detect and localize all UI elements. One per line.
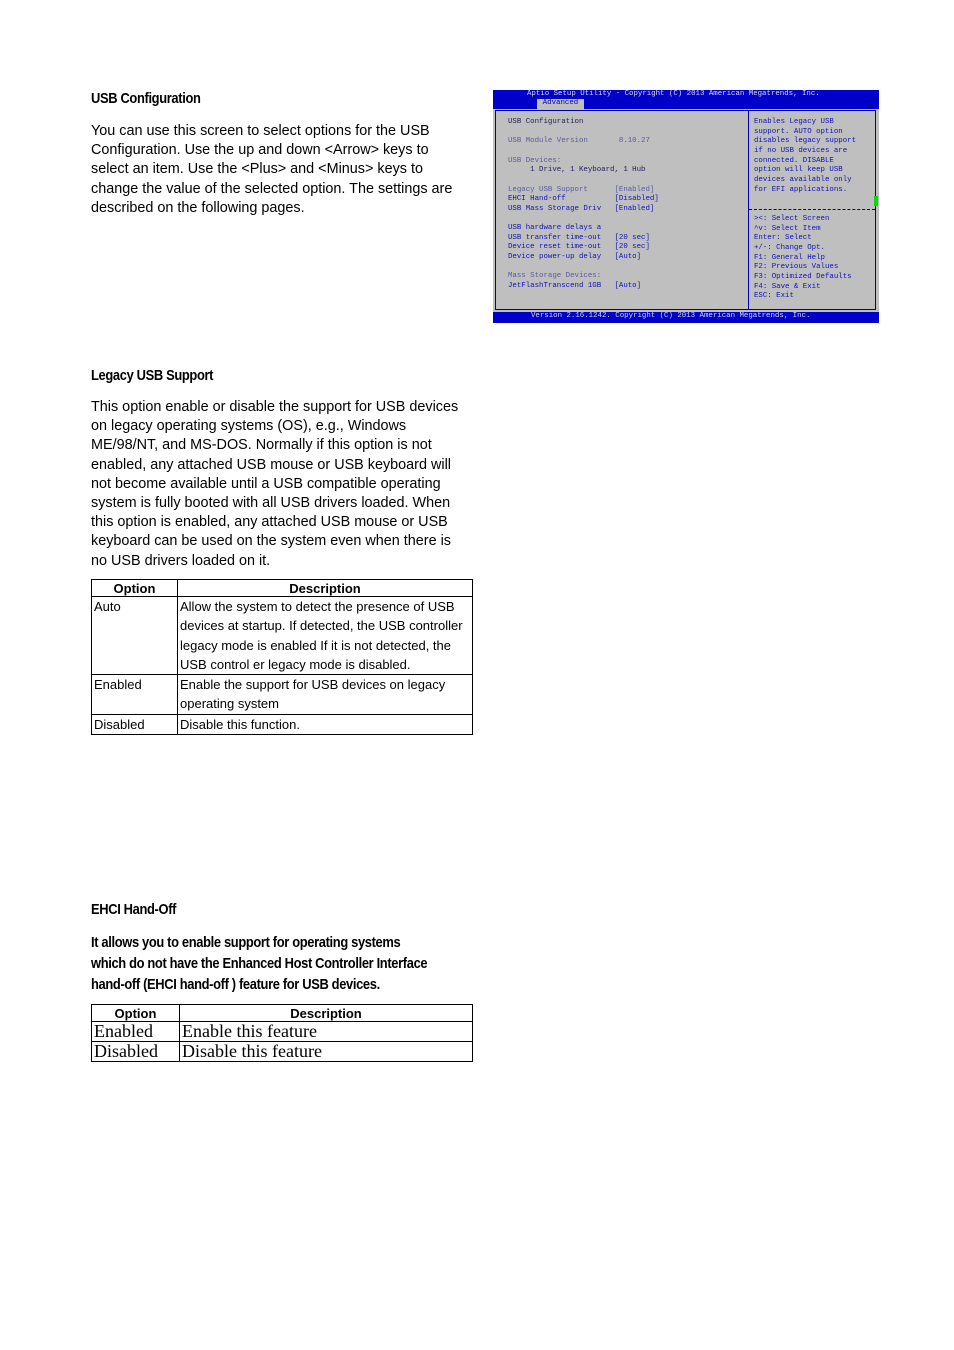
description-cell: Disable this function. — [178, 714, 473, 734]
bios-help-line: connected. DISABLE — [754, 156, 834, 165]
bios-key-line: Enter: Select — [754, 234, 812, 243]
bios-setting-line: JetFlashTranscend 1GB [Auto] — [508, 282, 642, 291]
bios-setting-line: Mass Storage Devices: — [508, 272, 602, 281]
bios-key-line: ><: Select Screen — [754, 215, 830, 223]
description-cell: Allow the system to detect the presence of USB devices at startup. If detected, the USB controller legacy mode is enabled If it is not detected, the USB control er legacy mode is disabled. — [178, 597, 473, 675]
bios-screenshot — [493, 90, 879, 323]
bios-help-line: disables legacy support — [754, 137, 857, 146]
bios-setting-line: USB transfer time-out [20 sec] — [508, 233, 650, 242]
table-header-description: Description — [178, 580, 473, 597]
description-cell: Disable this feature — [180, 1042, 473, 1062]
table-row — [92, 597, 473, 675]
bios-setting-line: USB Configuration — [508, 118, 584, 126]
usb-configuration-description: You can use this screen to select options for the USB Configuration. Use the up and down <Arrow> keys to select an item. Use the <Plus> and <Minus> keys to change the value of the selected option. The settings are described on the following pages. — [91, 123, 453, 216]
table-row — [92, 1042, 473, 1062]
bios-setting-line: USB hardware delays a — [508, 224, 602, 233]
description-cell: Enable this feature — [180, 1022, 473, 1042]
section-title-usb-configuration: USB Configuration — [91, 90, 201, 107]
bios-key-line: +/-: Change Opt. — [754, 243, 825, 252]
bios-scroll-marker — [874, 196, 878, 206]
bios-setting-line: USB Devices: — [508, 156, 562, 165]
bios-setting-line: Device reset time-out [20 sec] — [508, 243, 650, 252]
bios-help-line: if no USB devices are — [754, 146, 848, 155]
ehci-description: It allows you to enable support for operating systems which do not have the Enhanced Host Controller Interface hand-off (EHCI hand-off ) feature for USB devices. — [91, 934, 428, 993]
bios-divider — [748, 110, 749, 310]
table-header-row — [92, 580, 473, 597]
legacy-usb-options-table — [91, 579, 473, 735]
bios-setting-line: USB Mass Storage Driv [Enabled] — [508, 204, 655, 213]
bios-setting-line: USB Module Version 8.10.27 — [508, 137, 650, 146]
option-cell: Auto — [92, 597, 178, 675]
table-header-option: Option — [92, 580, 178, 597]
bios-version: Version 2.16.1242. Copyright (C) 2013 American Megatrends, Inc. — [531, 312, 811, 320]
legacy-usb-description: This option enable or disable the support for USB devices on legacy operating systems (OS), e.g., Windows ME/98/NT, and MS-DOS. Normally if this option is not enabled, any attached USB mouse or USB keyboard will not become available until a USB compatible operating system is fully booted with all USB drivers loaded. When this option is enabled, any attached USB mouse or USB keyboard can be used on the system even when there is no USB drivers loaded on it. — [91, 399, 459, 569]
bios-setting-line: EHCI Hand-off [Disabled] — [508, 195, 659, 204]
option-cell: Enabled — [92, 675, 178, 715]
bios-key-line: F1: General Help — [754, 253, 825, 262]
option-cell: Disabled — [92, 714, 178, 734]
bios-tab-advanced: Advanced — [537, 99, 584, 109]
bios-key-line: ^v: Select Item — [754, 224, 821, 233]
ehci-options-table — [91, 1004, 473, 1062]
bios-setting-line: Legacy USB Support [Enabled] — [508, 185, 655, 194]
bios-key-line: F3: Optimized Defaults — [754, 272, 852, 281]
bios-help-line: support. AUTO option — [754, 127, 843, 136]
table-row — [92, 675, 473, 715]
bios-title: Aptio Setup Utility - Copyright (C) 2013 American Megatrends, Inc. — [527, 90, 820, 98]
table-row — [92, 714, 473, 734]
bios-version-bar — [493, 312, 879, 323]
bios-key-line: F4: Save & Exit — [754, 282, 821, 291]
table-header-row — [92, 1005, 473, 1022]
option-cell: Disabled — [92, 1042, 180, 1062]
bios-help-line: option will keep USB — [754, 166, 843, 175]
bios-help-line: devices available only — [754, 175, 852, 184]
table-header-description: Description — [180, 1005, 473, 1022]
option-cell: Enabled — [92, 1022, 180, 1042]
section-title-ehci-hand-off: EHCI Hand-Off — [91, 901, 177, 918]
bios-help-line: Enables Legacy USB — [754, 118, 834, 126]
section-title-legacy-usb-support: Legacy USB Support — [91, 367, 214, 384]
table-header-option: Option — [92, 1005, 180, 1022]
bios-key-line: F2: Previous Values — [754, 263, 839, 272]
table-row — [92, 1022, 473, 1042]
bios-setting-line: Device power-up delay [Auto] — [508, 253, 642, 262]
bios-key-line: ESC: Exit — [754, 292, 794, 301]
bios-setting-line: 1 Drive, 1 Keyboard, 1 Hub — [508, 166, 646, 175]
bios-help-separator — [749, 209, 875, 210]
bios-help-line: for EFI applications. — [754, 185, 848, 194]
description-cell: Enable the support for USB devices on legacy operating system — [178, 675, 473, 715]
